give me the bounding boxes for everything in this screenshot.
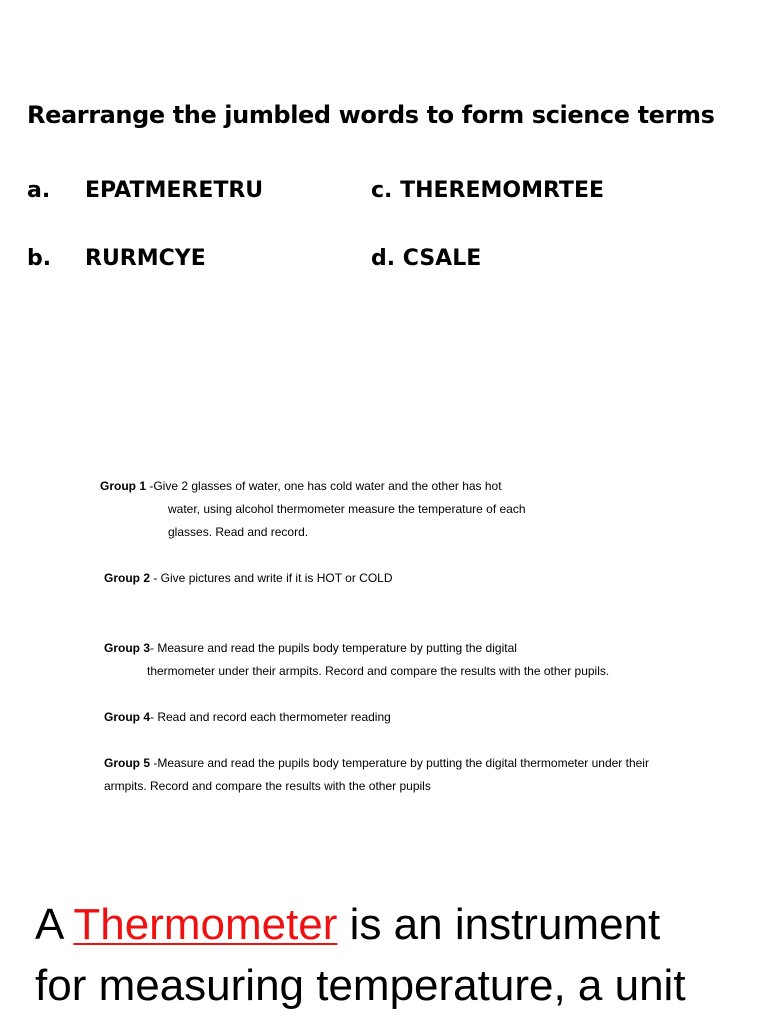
group-text: -Measure and read the pupils body temperature by putting the digital thermometer under their [150,756,649,770]
group-text: armpits. Record and compare the results with the other pupils [104,779,431,793]
group-text: - Give pictures and write if it is HOT or COLD [150,571,393,585]
jumbled-word-text: EPATMERETRU [85,178,264,203]
group-3-instructions [104,637,609,683]
jumbled-word-letter: b. [27,246,52,271]
group-5-instructions [104,752,649,798]
page-title: Rearrange the jumbled words to form science terms [27,101,715,129]
group-text: - Read and record each thermometer reading [150,710,391,724]
definition-text: for measuring temperature, a unit [35,961,686,1010]
jumbled-word-c [371,178,604,203]
jumbled-word-letter: d. [371,246,396,271]
group-text: -Give 2 glasses of water, one has cold water and the other has hot [146,479,502,493]
group-text: glasses. Read and record. [168,525,309,539]
group-label: Group 3 [104,641,151,655]
jumbled-word-text: CSALE [402,246,482,271]
group-label: Group 4 [104,710,151,724]
group-4-instructions [104,706,391,729]
definition-text: is an instrument [337,900,661,949]
group-label: Group 1 [100,479,147,493]
jumbled-word-b [27,246,206,271]
jumbled-word-text: RURMCYE [85,246,206,271]
group-text: water, using alcohol thermometer measure the temperature of each [168,502,526,516]
jumbled-word-a [27,178,263,203]
jumbled-word-letter: a. [27,178,51,203]
jumbled-word-d [371,246,481,271]
group-label: Group 5 [104,756,151,770]
group-text: thermometer under their armpits. Record and compare the results with the other pupils. [147,664,610,678]
definition-prefix: A [35,900,74,949]
jumbled-word-letter: c. [371,178,393,203]
group-2-instructions [104,567,393,590]
group-text: - Measure and read the pupils body temperature by putting the digital [150,641,517,655]
group-1-instructions [100,475,526,544]
jumbled-word-text: THEREMOMRTEE [400,178,604,203]
thermometer-definition [35,894,686,1016]
group-label: Group 2 [104,571,151,585]
definition-keyword: Thermometer [73,900,338,949]
